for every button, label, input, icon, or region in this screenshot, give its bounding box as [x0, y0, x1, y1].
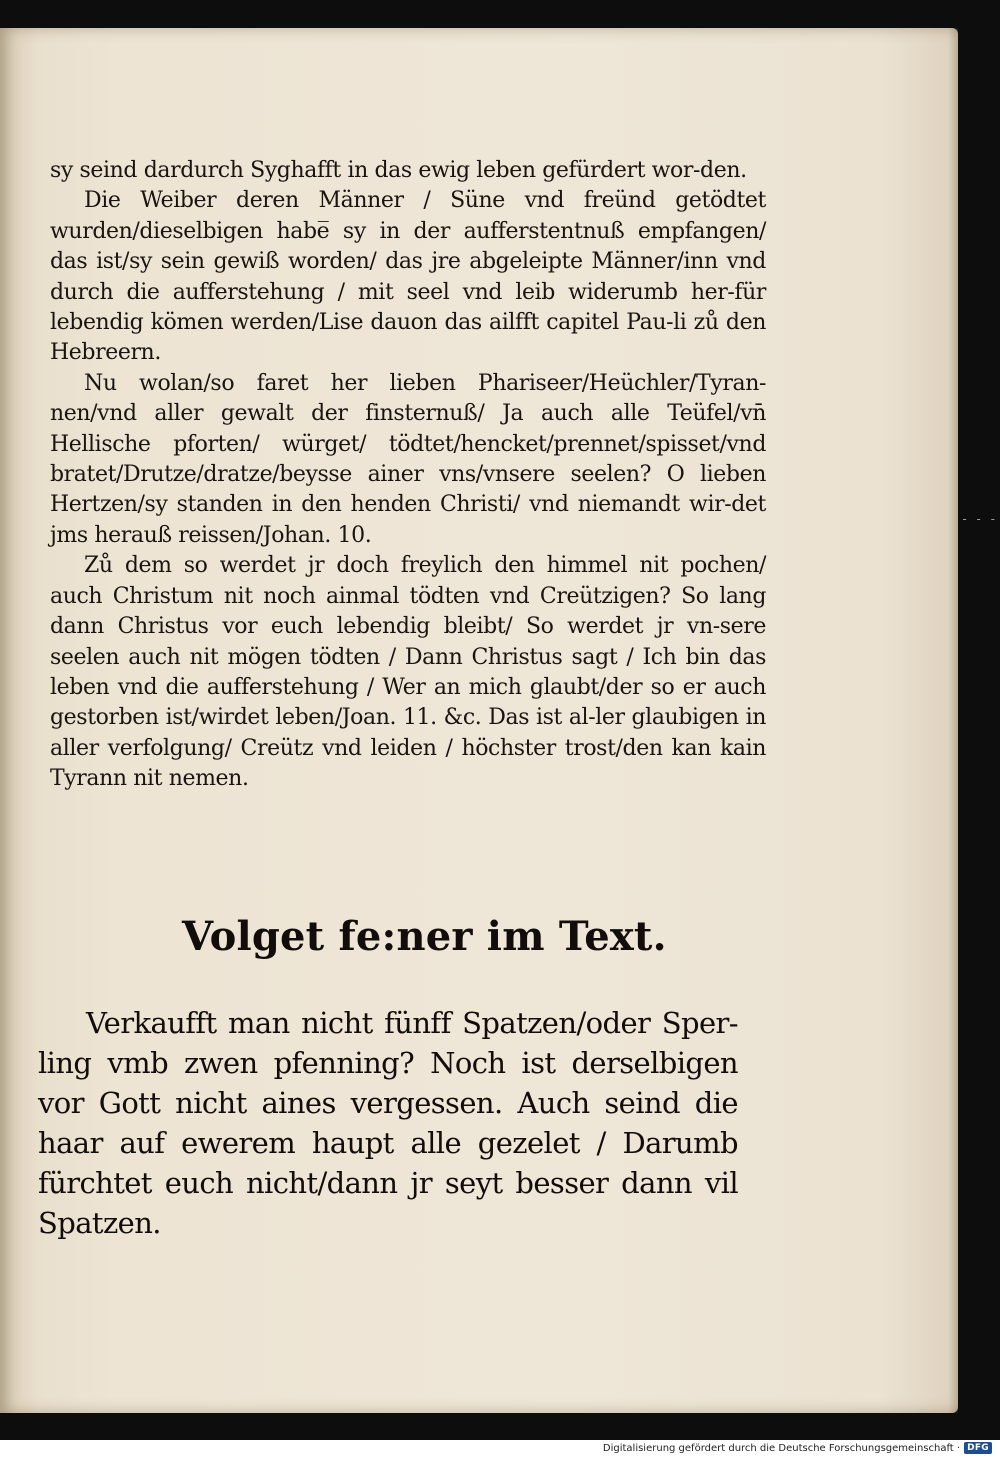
- section-heading: Volget fe:ner im Text.: [182, 913, 667, 960]
- paragraph-3: Nu wolan/so faret her lieben Phariseer/Heüchler/Tyran-nen/vnd aller gewalt der finsternuß/ Ja auch alle Teüfel/vn̄ Hellische pforten/ würget/ tödtet/hencket/prennet/spisset/vnd bratet/Drutze/dratze/beysse ainer vns/vnsere seelen? O lieben Hertzen/sy standen in den henden Christi/ vnd niemandt wir-det jms herauß reissen/Johan. 10.: [50, 370, 766, 548]
- book-page: [0, 28, 958, 1413]
- paragraph-4: Zů dem so werdet jr doch freylich den himmel nit pochen/ auch Christum nit noch ainmal tödten vnd Creützigen? So lang dann Christus vor euch lebendig bleibt/ So werdet jr vn-sere seelen auch nit mögen tödten / Dann Christus sagt / Ich bin das leben vnd die aufferstehung / Wer an mich glaubt/der so er auch gestorben ist/wirdet leben/Joan. 11. &c. Das ist al-ler glaubigen in aller verfolgung/ Creütz vnd leiden / höchster trost/den kan kain Tyrann nit nemen.: [50, 553, 766, 792]
- dfg-logo-icon: DFG: [964, 1442, 992, 1454]
- scan-edge-marks: - - -: [962, 512, 998, 526]
- paragraph-2: Die Weiber deren Männer / Süne vnd freünd getödtet wurden/dieselbigen habe̅ sy in der aufferstentnuß empfangen/ das ist/sy sein gewiß worden/ das jre abgeleipte Männer/inn vnd durch die aufferstehung / mit seel vnd leib widerumb her-für lebendig kömen werden/Lise dauon das ailfft capitel Pau-li zů den Hebreern.: [50, 188, 766, 366]
- funding-credit: Digitalisierung gefördert durch die Deutsche Forschungsgemeinschaft ·: [602, 1442, 961, 1454]
- body-text: [50, 156, 766, 795]
- page-edge-shadow: [948, 28, 958, 1413]
- scripture-verse: Verkaufft man nicht fünff Spatzen/oder Sper-ling vmb zwen pfenning? Noch ist derselbigen vor Gott nicht aines vergessen. Auch seind die haar auf ewerem haupt alle gezelet / Darumb fürchtet euch nicht/dann jr seyt besser dann vil Spatzen.: [38, 1006, 738, 1240]
- paragraph-1: sy seind dardurch Syghafft in das ewig leben gefürdert wor-den.: [50, 158, 747, 183]
- digitization-footer: [603, 1442, 992, 1454]
